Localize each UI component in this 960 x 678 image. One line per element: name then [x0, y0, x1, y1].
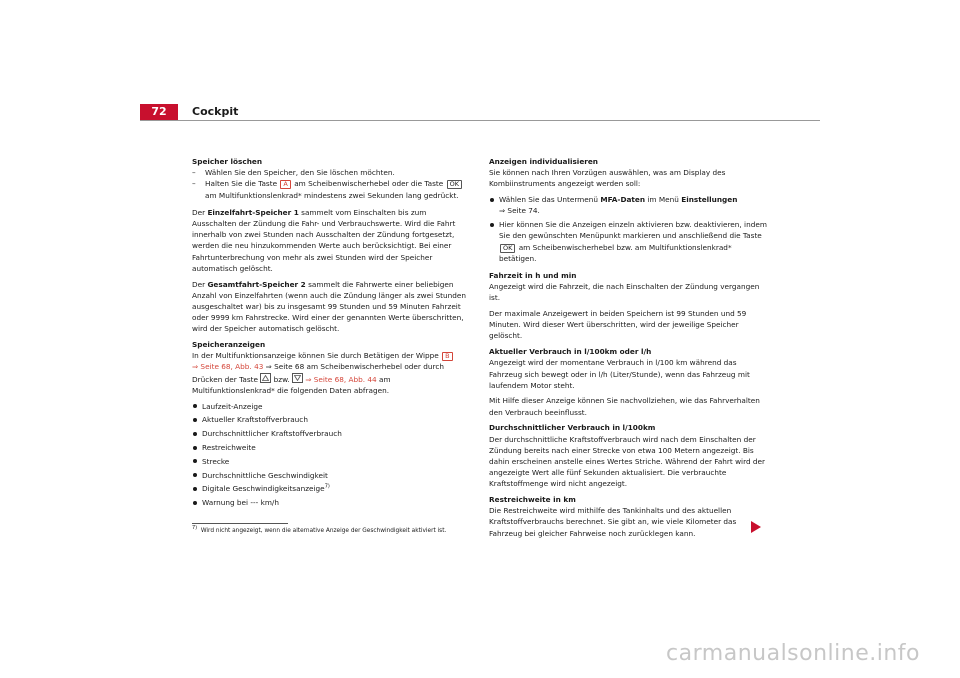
paragraph-durchschnittlicher-verbrauch: Der durchschnittliche Kraftstoffverbrauch wird nach dem Einschalten der Zündung bereits nach einer Strecke von etwa 100 Metern angezeigt. Bis dahin erscheinen anstelle eines Wertes Striche. Während der Fahrt wird der angezeigte Wert alle fünf Sekunden aktualisiert. Die verbrauchte Kraftstoffmenge wird nicht angezeigt.: [489, 434, 766, 489]
paragraph-max-anzeigewert: Der maximale Anzeigewert in beiden Speichern ist 99 Stunden und 59 Minuten. Wird dieser Wert überschritten, wird der jeweilige Speicher gelöscht.: [489, 309, 747, 341]
next-page-arrow-icon[interactable]: [750, 518, 762, 537]
heading-speicher-loeschen: Speicher löschen: [192, 157, 263, 166]
triangle-down-key-icon: [292, 373, 303, 383]
left-column: [192, 156, 470, 511]
watermark: carmanualsonline.info: [666, 641, 920, 666]
list-item: Durchschnittlicher Kraftstoffverbrauch: [192, 428, 470, 439]
list-item: Aktueller Kraftstoffverbrauch: [192, 414, 470, 425]
list-item: Wählen Sie das Untermenü MFA-Daten im Menü Einstellungen ⇒ Seite 74.: [489, 194, 771, 216]
right-column: [489, 156, 771, 543]
paragraph-fahrverhalten: Mit Hilfe dieser Anzeige können Sie nachvollziehen, wie das Fahrverhalten den Verbrauch beeinflusst.: [489, 396, 760, 417]
paragraph-speicheranzeigen: In der Multifunktionsanzeige können Sie durch Betätigen der Wippe B ⇒ Seite 68, Abb. 43 ⇒ Seite 68 am Scheibenwischerhebel oder durch Drücken der Taste bzw. ⇒ Seite 68, Abb. 44 am Multifunktionslenkrad* die folgenden Daten abfragen.: [192, 350, 470, 396]
list-item: Durchschnittliche Geschwindigkeit: [192, 470, 470, 481]
key-b: B: [442, 352, 452, 361]
list-item: Hier können Sie die Anzeigen einzeln aktivieren bzw. deaktivieren, indem Sie den gewünschten Menüpunkt markieren und anschließend die Taste OK am Scheibenwischerhebel bzw. am Multifunktionslenkrad* betätigen.: [489, 219, 771, 264]
footnote-ref[interactable]: 7): [324, 483, 330, 490]
heading-restreichweite: Restreichweite in km: [489, 495, 576, 505]
paragraph-gesamtfahrt: Der Gesamtfahrt-Speicher 2 sammelt die Fahrwerte einer beliebigen Anzahl von Einzelfahrten (wenn auch die Zündung länger als zwei Stunden ausgeschaltet war) bis zu insgesamt 99 Stunden und 59 Minuten Fahrzeit oder 9999 km Fahrstrecke. Wird einer der genannten Werte überschritten, wird der Speicher automatisch gelöscht.: [192, 279, 466, 334]
footnote-divider: [192, 523, 288, 524]
heading-durchschnittlicher-verbrauch: Durchschnittlicher Verbrauch in l/100km: [489, 423, 656, 433]
triangle-up-key-icon: [260, 373, 271, 383]
step-2: – Halten Sie die Taste A am Scheibenwischerhebel oder die Taste OK am Multifunktionslenkrad* mindestens zwei Sekunden lang gedrückt.: [192, 178, 470, 200]
paragraph-restreichweite: Die Restreichweite wird mithilfe des Tankinhalts und des aktuellen Kraftstoffverbrauchs berechnet. Sie gibt an, wie viele Kilometer das Fahrzeug bei gleicher Fahrweise noch zurücklegen kann.: [489, 506, 737, 538]
link-seite-68-abb-44[interactable]: ⇒ Seite 68, Abb. 44: [305, 374, 377, 384]
key-ok: OK: [500, 244, 515, 253]
list-item: Restreichweite: [192, 442, 470, 453]
heading-fahrzeit: Fahrzeit in h und min: [489, 270, 577, 280]
link-seite-68-abb-43[interactable]: ⇒ Seite 68, Abb. 43: [192, 362, 264, 372]
list-item: Laufzeit-Anzeige: [192, 401, 470, 412]
step-1: – Wählen Sie den Speicher, den Sie löschen möchten.: [192, 167, 470, 178]
heading-aktueller-verbrauch: Aktueller Verbrauch in l/100km oder l/h: [489, 347, 652, 357]
list-item: Digitale Geschwindigkeitsanzeige$^{7)}$: [192, 483, 470, 494]
header-divider: [140, 120, 820, 121]
key-ok: OK: [447, 180, 462, 189]
paragraph-intro: Sie können nach Ihren Vorzügen auswählen, was am Display des Kombiinstruments angezeigt werden soll:: [489, 168, 726, 189]
key-a: A: [280, 180, 290, 189]
paragraph-einzelfahrt: Der Einzelfahrt-Speicher 1 sammelt vom Einschalten bis zum Ausschalten der Zündung die Fahr- und Verbrauchswerte. Wird die Fahrt innerhalb von zwei Stunden nach Ausschalten der Zündung fortgesetzt, werden die neu hinzukommenden Werte auch berücksichtigt. Bei einer Fahrtunterbrechung von mehr als zwei Stunden wird der Speicher automatisch gelöscht.: [192, 207, 456, 273]
paragraph-fahrzeit: Angezeigt wird die Fahrzeit, die nach Einschalten der Zündung vergangen ist.: [489, 282, 760, 303]
data-list: [192, 401, 470, 509]
page-number: 72: [140, 104, 178, 120]
heading-speicheranzeigen: Speicheranzeigen: [192, 340, 266, 350]
footnote: $^{7)}$ Wird nicht angezeigt, wenn die alternative Anzeige der Geschwindigkeit aktiviert ist.: [192, 525, 447, 534]
paragraph-aktueller-verbrauch: Angezeigt wird der momentane Verbrauch in l/100 km während das Fahrzeug sich bewegt oder in l/h (Liter/Stunde), wenn das Fahrzeug mit laufendem Motor steht.: [489, 358, 750, 390]
page-header: [140, 104, 820, 120]
section-title: Cockpit: [192, 105, 239, 118]
link-seite-74[interactable]: ⇒ Seite 74.: [499, 206, 540, 216]
list-item: Warnung bei --- km/h: [192, 497, 470, 508]
heading-anzeigen-individualisieren: Anzeigen individualisieren: [489, 157, 599, 166]
list-item: Strecke: [192, 456, 470, 467]
